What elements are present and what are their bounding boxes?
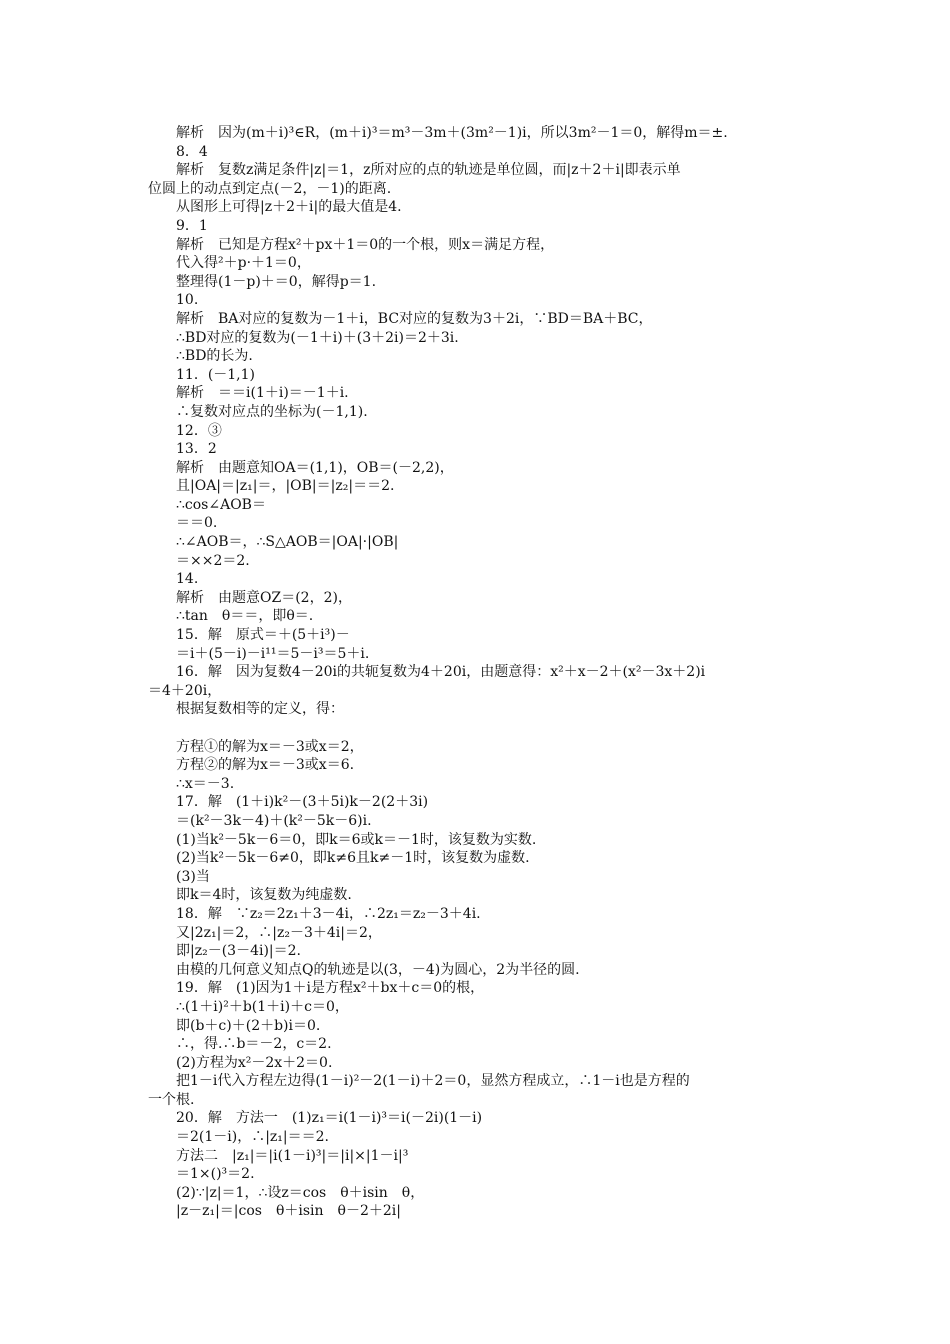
text-line: ＝4＋20i，: [148, 682, 222, 699]
text-line: 解析 BA对应的复数为－1＋i，BC对应的复数为3＋2i，∵BD＝BA＋BC，: [176, 310, 653, 327]
text-line: ∴，得.∴b＝－2，c＝2.: [176, 1036, 332, 1053]
text-line: 13．2: [176, 441, 217, 458]
text-line: 解析 已知是方程x²＋px＋1＝0的一个根，则x＝满足方程，: [176, 236, 555, 253]
text-line: |z－z₁|＝|cos θ＋isin θ－2＋2i|: [176, 1203, 401, 1220]
text-line: 12．③: [176, 422, 222, 439]
text-line: ∴∠AOB＝，∴S△AOB＝|OA|·|OB|: [176, 534, 399, 551]
text-line: 15．解 原式＝＋(5＋i³)－: [176, 627, 350, 644]
text-line: 由模的几何意义知点Q的轨迹是以(3，－4)为圆心，2为半径的圆.: [176, 961, 580, 978]
text-line: 从图形上可得|z＋2＋i|的最大值是4.: [176, 199, 402, 216]
text-line: 方法二 |z₁|＝|i(1－i)³|＝|i|×|1－i|³: [176, 1147, 409, 1164]
text-line: 代入得²＋p·＋1＝0，: [176, 255, 311, 272]
text-line: ∴x＝－3.: [176, 775, 235, 792]
text-line: 14.: [176, 571, 199, 588]
text-line: 9．1: [176, 217, 208, 234]
text-line: 解析 由题意知OA＝(1,1)，OB＝(－2,2)，: [176, 459, 454, 476]
text-line: 一个根.: [148, 1091, 195, 1108]
text-line: 位圆上的动点到定点(－2，－1)的距离.: [148, 180, 392, 197]
text-line: ∴复数对应点的坐标为(－1,1).: [176, 403, 368, 420]
text-line: 即(b＋c)＋(2＋b)i＝0.: [176, 1017, 321, 1034]
text-line: (1)当k²－5k－6＝0，即k＝6或k＝－1时，该复数为实数.: [176, 831, 537, 848]
text-line: 解析 ＝＝i(1＋i)＝－1＋i.: [176, 385, 349, 402]
text-line: 又|2z₁|＝2，∴|z₂－3＋4i|＝2，: [176, 924, 382, 941]
text-line: (2)当k²－5k－6≠0，即k≠6且k≠－1时，该复数为虚数.: [176, 850, 530, 867]
text-line: ∴(1＋i)²＋b(1＋i)＋c＝0，: [176, 998, 349, 1015]
text-line: 解析 因为(m＋i)³∈R，(m＋i)³＝m³－3m＋(3m²－1)i，所以3m²－1＝0，解得m＝±.: [176, 125, 728, 141]
text-line: (2)方程为x²－2x＋2＝0.: [176, 1054, 333, 1071]
text-line: 20．解 方法一 (1)z₁＝i(1－i)³＝i(－2i)(1－i): [176, 1110, 483, 1127]
text-line: 解析 由题意OZ＝(2，2)，: [176, 589, 352, 606]
text-line: 解析 复数z满足条件|z|＝1，z所对应的点的轨迹是单位圆，而|z＋2＋i|即表示单: [176, 162, 681, 179]
text-line: 10.: [176, 292, 199, 309]
text-line: 把1－i代入方程左边得(1－i)²－2(1－i)＋2＝0，显然方程成立，∴1－i也是方程的: [176, 1073, 690, 1090]
text-line: 18．解 ∵z₂＝2z₁＋3－4i，∴2z₁＝z₂－3＋4i.: [176, 905, 481, 922]
text-line: 11．(－1,1): [176, 366, 256, 383]
text-line: 17．解 (1＋i)k²－(3＋5i)k－2(2＋3i): [176, 794, 429, 811]
blank-line: [176, 719, 816, 738]
text-line: 整理得(1－p)＋＝0，解得p＝1.: [176, 273, 377, 290]
solution-text: [148, 124, 816, 1221]
text-line: ＝＝0.: [176, 515, 218, 532]
text-line: 方程②的解为x＝－3或x＝6.: [176, 757, 355, 774]
text-line: (3)当: [176, 868, 210, 885]
text-line: ＝××2＝2.: [176, 552, 250, 569]
text-line: ＝i＋(5－i)－i¹¹＝5－i³＝5＋i.: [176, 645, 370, 662]
text-line: ＝2(1－i)，∴|z₁|＝＝2.: [176, 1129, 329, 1146]
text-line: ＝1×()³＝2.: [176, 1166, 255, 1183]
text-line: (2)∵|z|＝1，∴设z＝cos θ＋isin θ，: [176, 1184, 425, 1201]
text-line: ∴BD的长为.: [176, 348, 253, 365]
text-line: 19．解 (1)因为1＋i是方程x²＋bx＋c＝0的根，: [176, 980, 485, 997]
text-line: 且|OA|＝|z₁|＝，|OB|＝|z₂|＝＝2.: [176, 478, 395, 495]
text-line: ∴tan θ＝＝，即θ＝.: [176, 608, 314, 625]
text-line: ∴cos∠AOB＝: [176, 496, 266, 513]
text-line: ∴BD对应的复数为(－1＋i)＋(3＋2i)＝2＋3i.: [176, 329, 459, 346]
text-line: ＝(k²－3k－4)＋(k²－5k－6)i.: [176, 812, 372, 829]
text-line: 即k＝4时，该复数为纯虚数.: [176, 887, 352, 904]
text-line: 根据复数相等的定义，得：: [176, 701, 344, 718]
text-line: 8．4: [176, 143, 208, 160]
text-line: 16．解 因为复数4－20i的共轭复数为4＋20i，由题意得：x²＋x－2＋(x²－3x＋2)i: [176, 664, 706, 681]
text-line: 方程①的解为x＝－3或x＝2，: [176, 738, 364, 755]
text-line: 即|z₂－(3－4i)|＝2.: [176, 943, 301, 960]
